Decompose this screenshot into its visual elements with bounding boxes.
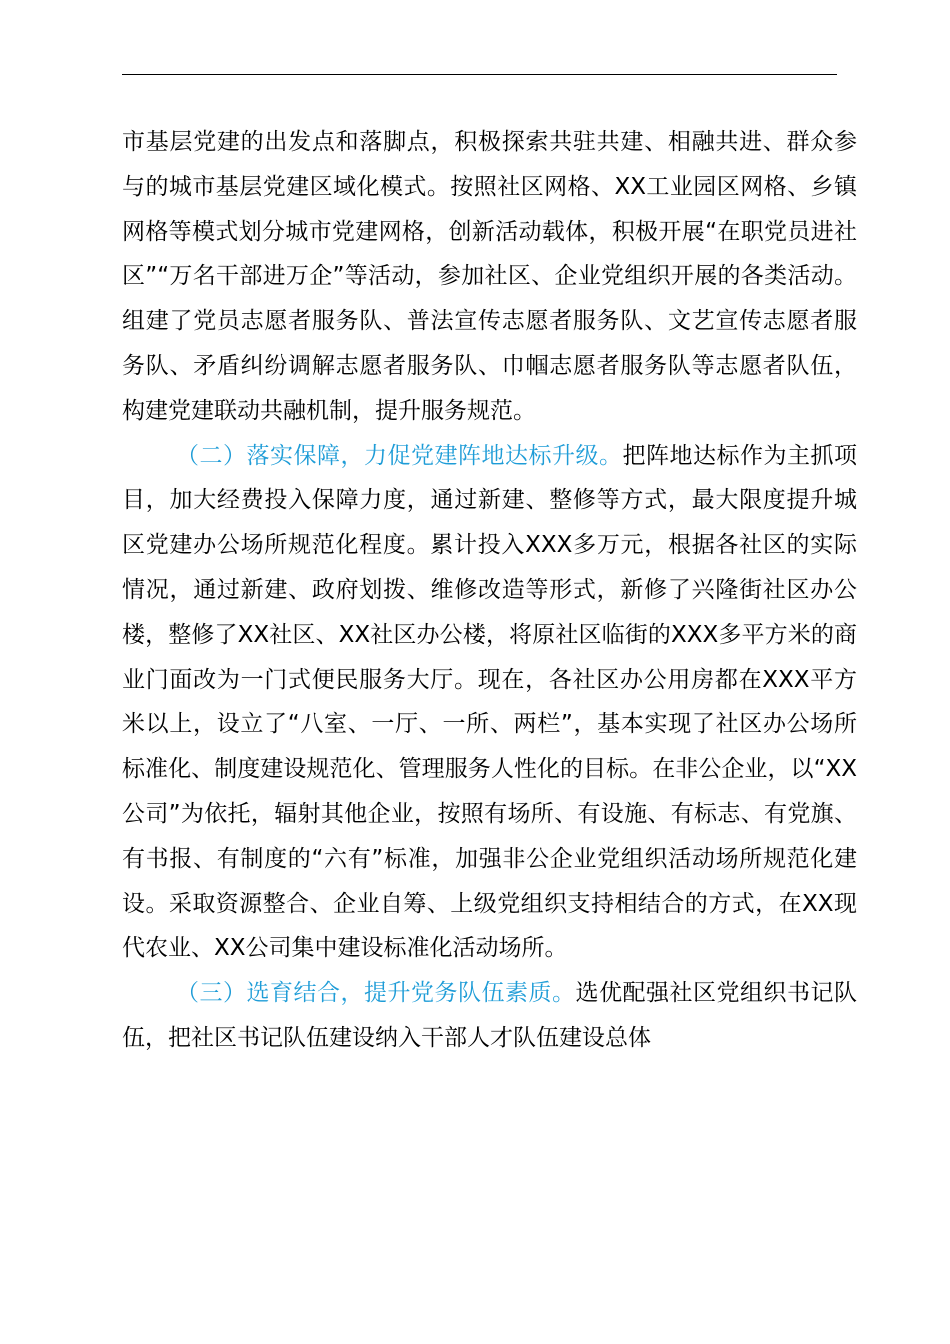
paragraph-1-text: 市基层党建的出发点和落脚点，积极探索共驻共建、相融共进、群众参与的城市基层党建区域化模式。按照社区网格、XX工业园区网格、乡镇网格等模式划分城市党建网格，创新活动载体，积极开展“在职党员进社区”“万名干部进万企”等活动，参加社区、企业党组织开展的各类活动。组建了党员志愿者服务队、普法宣传志愿者服务队、文艺宣传志愿者服务队、矛盾纠纷调解志愿者服务队、巾帼志愿者服务队等志愿者队伍，构建党建联动共融机制，提升服务规范。 — [122, 129, 857, 424]
paragraph-3-text: 选优配强社区党组织书记队伍，把社区书记队伍建设纳入干部人才队伍建设总体 — [122, 980, 857, 1051]
header-rule — [122, 74, 837, 75]
paragraph-1 — [122, 120, 857, 434]
paragraph-2-text: 把阵地达标作为主抓项目，加大经费投入保障力度，通过新建、整修等方式，最大限度提升城区党建办公场所规范化程度。累计投入XXX多万元，根据各社区的实际情况，通过新建、政府划拨、维修改造等形式，新修了兴隆街社区办公楼，整修了XX社区、XX社区办公楼，将原社区临街的XXX多平方米的商业门面改为一门式便民服务大厅。现在，各社区办公用房都在XXX平方米以上，设立了“八室、一厅、一所、两栏”，基本实现了社区办公场所标准化、制度建设规范化、管理服务人性化的目标。在非公企业，以“XX公司”为依托，辐射其他企业，按照有场所、有设施、有标志、有党旗、有书报、有制度的“六有”标准，加强非公企业党组织活动场所规范化建设。采取资源整合、企业自筹、上级党组织支持相结合的方式，在XX现代农业、XX公司集中建设标准化活动场所。 — [122, 442, 857, 962]
document-body — [122, 120, 857, 1061]
paragraph-3 — [122, 971, 857, 1061]
section-heading-3: （三）选育结合，提升党务队伍素质。 — [176, 980, 576, 1007]
section-heading-2: （二）落实保障，力促党建阵地达标升级。 — [176, 442, 623, 469]
paragraph-2 — [122, 434, 857, 972]
